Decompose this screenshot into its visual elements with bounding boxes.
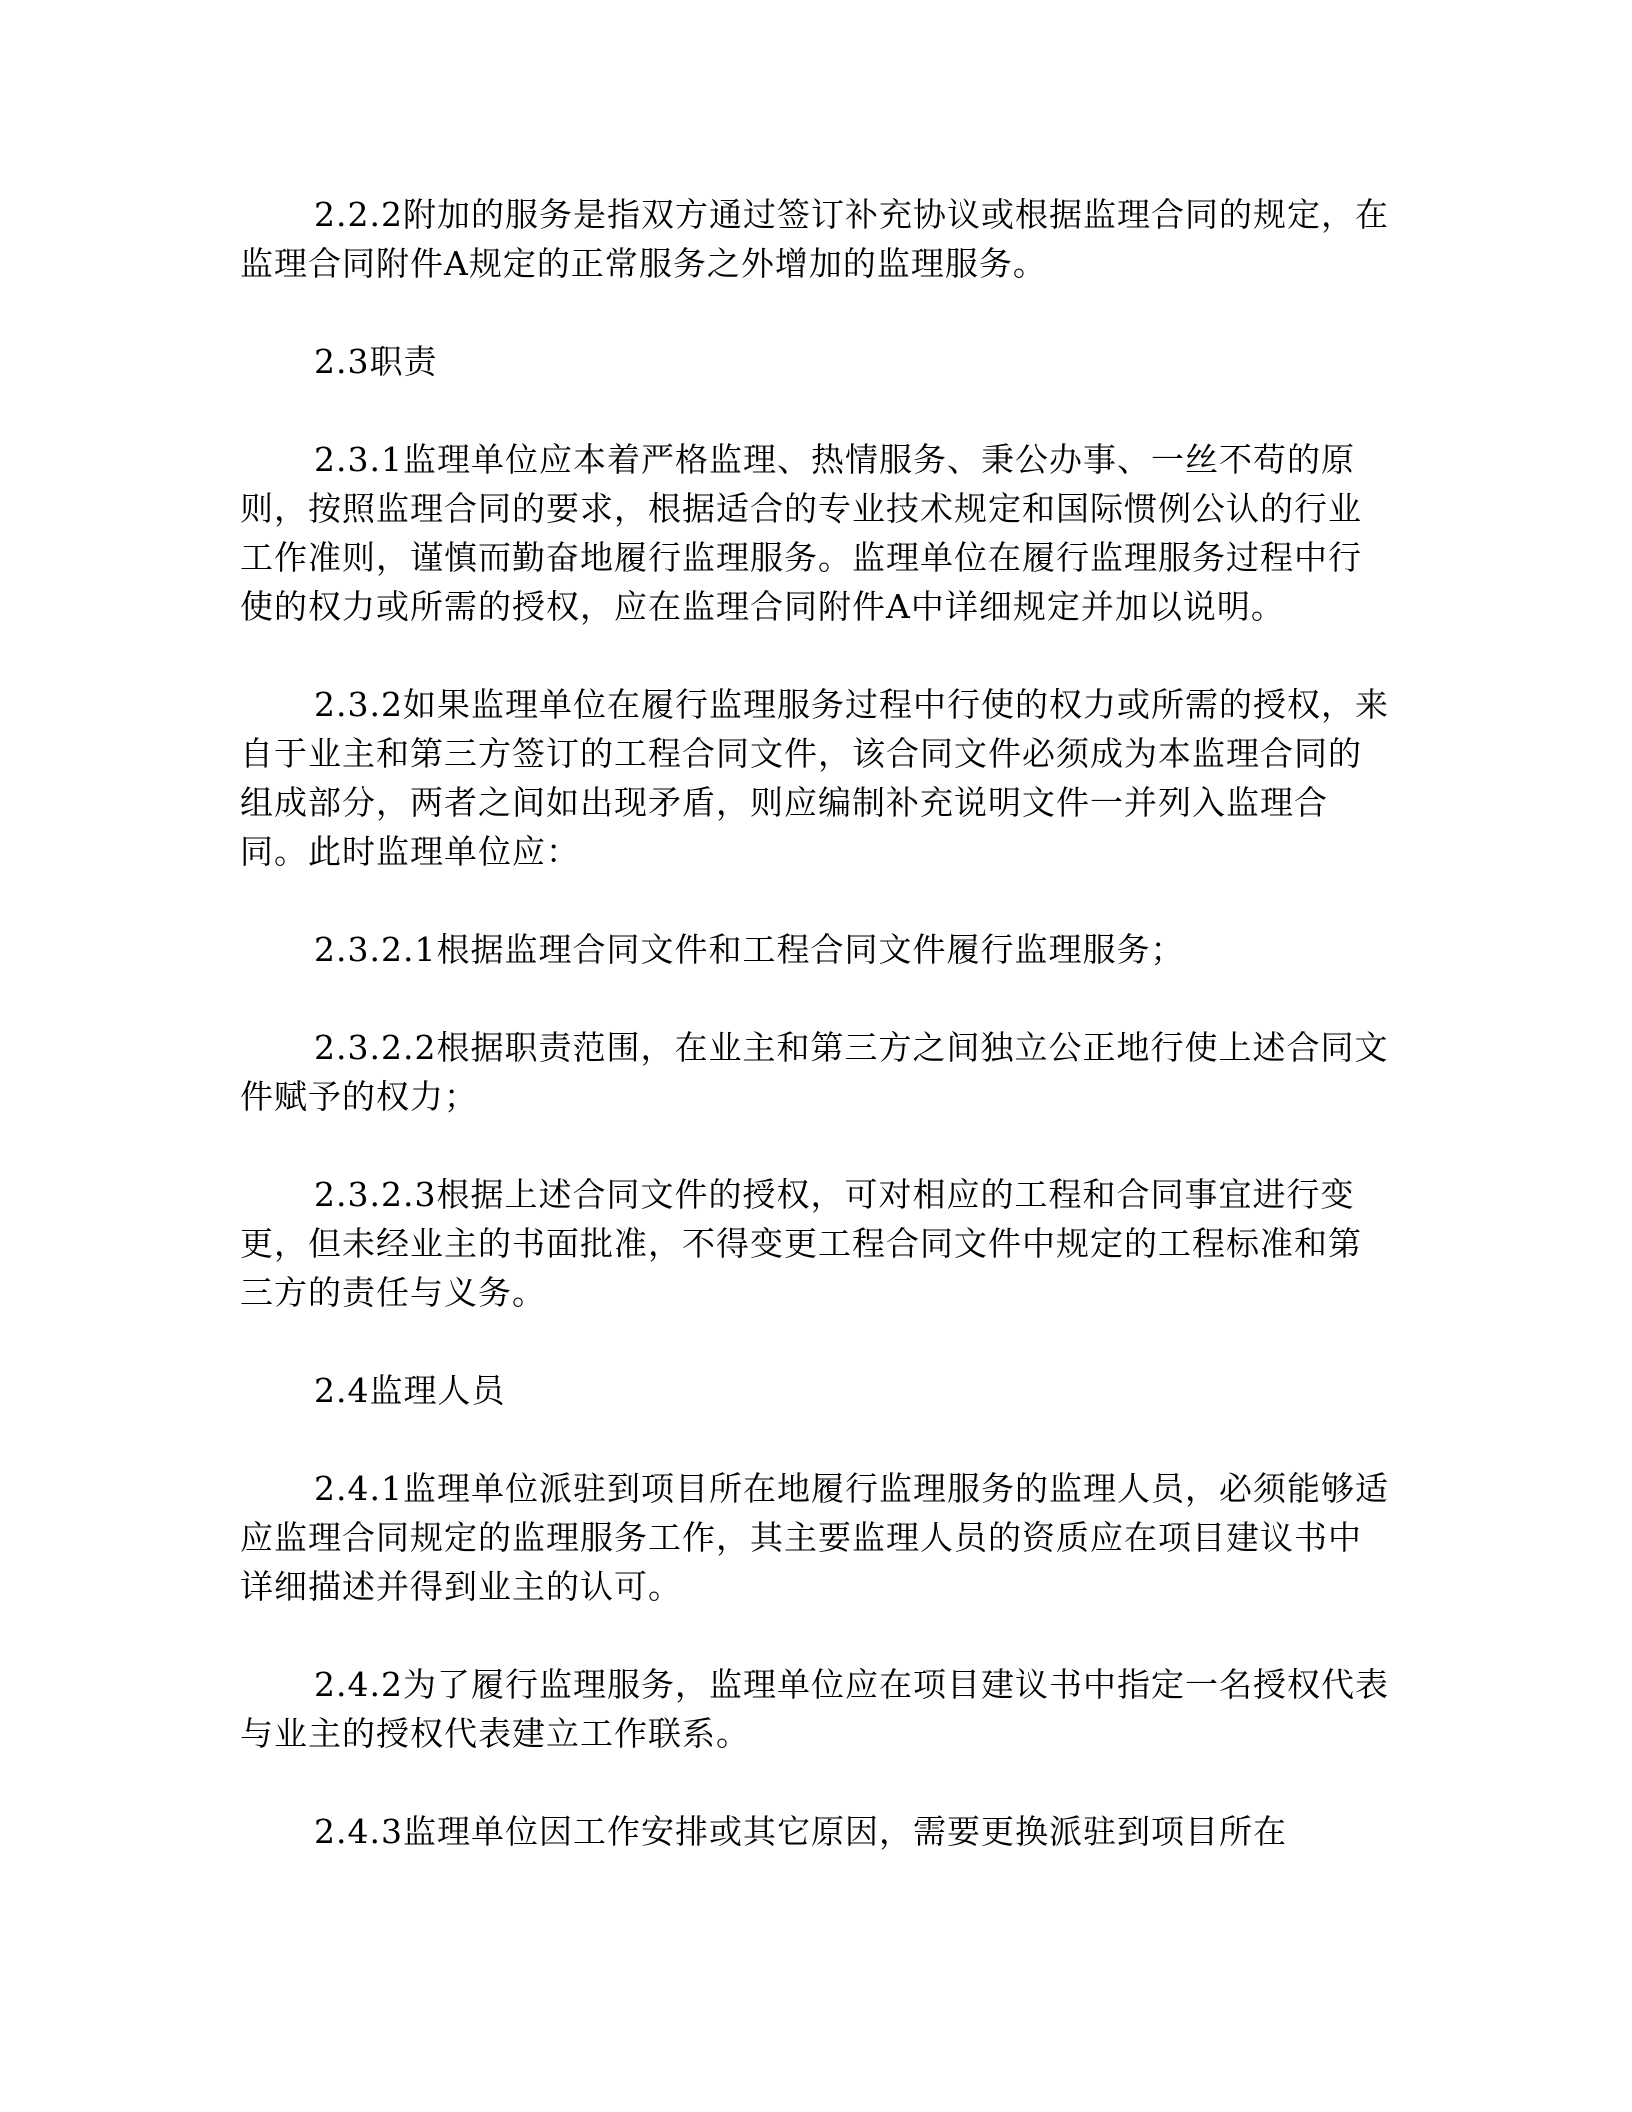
- paragraph-2-4-2: 2.4.2为了履行监理服务，监理单位应在项目建议书中指定一名授权代表与业主的授权代表建立工作联系。: [240, 1665, 1389, 1753]
- paragraph-2-3-2-2: 2.3.2.2根据职责范围，在业主和第三方之间独立公正地行使上述合同文件赋予的权力；: [240, 1028, 1389, 1116]
- paragraph-2-3-2-1: 2.3.2.1根据监理合同文件和工程合同文件履行监理服务；: [314, 930, 1185, 969]
- paragraph-2-4-3: 2.4.3监理单位因工作安排或其它原因，需要更换派驻到项目所在: [314, 1812, 1287, 1851]
- paragraph-2-2-2: 2.2.2附加的服务是指双方通过签订补充协议或根据监理合同的规定，在监理合同附件A规定的正常服务之外增加的监理服务。: [240, 195, 1389, 283]
- document-page: [240, 190, 1390, 1905]
- section-heading-2-4: 2.4监理人员: [314, 1371, 506, 1410]
- section-heading-2-3: 2.3职责: [314, 342, 438, 381]
- paragraph-2-3-2-3: 2.3.2.3根据上述合同文件的授权，可对相应的工程和合同事宜进行变更，但未经业主的书面批准，不得变更工程合同文件中规定的工程标准和第三方的责任与义务。: [240, 1175, 1362, 1312]
- paragraph-2-3-1: 2.3.1监理单位应本着严格监理、热情服务、秉公办事、一丝不苟的原则，按照监理合同的要求，根据适合的专业技术规定和国际惯例公认的行业工作准则，谨慎而勤奋地履行监理服务。监理单位在履行监理服务过程中行使的权力或所需的授权，应在监理合同附件A中详细规定并加以说明。: [240, 440, 1362, 626]
- paragraph-2-3-2: 2.3.2如果监理单位在履行监理服务过程中行使的权力或所需的授权，来自于业主和第三方签订的工程合同文件，该合同文件必须成为本监理合同的组成部分，两者之间如出现矛盾，则应编制补充说明文件一并列入监理合同。此时监理单位应：: [240, 685, 1389, 871]
- paragraph-2-4-1: 2.4.1监理单位派驻到项目所在地履行监理服务的监理人员，必须能够适应监理合同规定的监理服务工作，其主要监理人员的资质应在项目建议书中详细描述并得到业主的认可。: [240, 1469, 1389, 1606]
